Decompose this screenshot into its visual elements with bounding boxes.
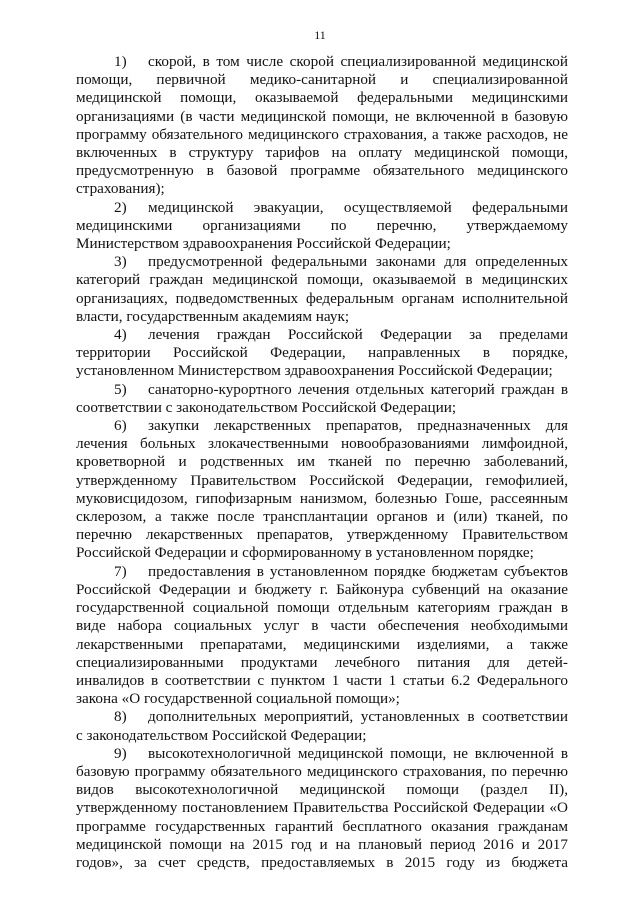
list-item-number: 8) xyxy=(114,708,127,726)
list-item-line: государственной социальной помощи отдельным категориям граждан в xyxy=(76,599,568,617)
list-item xyxy=(76,708,568,744)
list-item-line: видов высокотехнологичной медицинской помощи (раздел II), xyxy=(76,781,568,799)
list-item-line: склерозом, а также после трансплантации органов и (или) тканей, по xyxy=(76,508,568,526)
list-item-text: предусмотренной федеральными законами для определенных xyxy=(148,253,568,271)
list-item-first-line xyxy=(76,381,568,399)
list-item-line: базовую программу обязательного медицинского страхования, по перечню xyxy=(76,762,568,780)
list-item-line: Министерством здравоохранения Российской Федерации; xyxy=(76,235,451,253)
list-item-line: с законодательством Российской Федерации; xyxy=(76,726,367,744)
list-item-line: лекарственными препаратами, медицинскими изделиями, а также xyxy=(76,635,568,653)
list-item-first-line xyxy=(76,417,568,435)
list-item-line: категорий граждан медицинской помощи, оказываемой в медицинских xyxy=(76,271,568,289)
list-item-number: 4) xyxy=(114,326,127,344)
list-item-first-line xyxy=(76,199,568,217)
list-item-line: программе государственных гарантий бесплатного оказания гражданам xyxy=(76,817,568,835)
list-item-line: организациями (в части медицинской помощи, не включенной в базовую xyxy=(76,107,568,125)
page-number: 11 xyxy=(314,28,326,42)
list-item xyxy=(76,53,568,199)
list-item xyxy=(76,745,568,872)
document-body xyxy=(76,53,568,872)
list-item-text: скорой, в том числе скорой специализированной медицинской xyxy=(148,53,568,70)
list-item-line: муковисцидозом, гипофизарным нанизмом, болезнью Гоше, рассеянным xyxy=(76,489,568,507)
list-item-line: утвержденному постановлением Правительства Российской Федерации «О xyxy=(76,799,568,817)
list-item xyxy=(76,199,568,254)
list-item-line: помощи, первичной медико-санитарной и специализированной xyxy=(76,71,568,89)
list-item-line: кроветворной и родственных им тканей по перечню заболеваний, xyxy=(76,453,568,471)
list-item-line: специализированными продуктами лечебного питания для детей- xyxy=(76,653,568,671)
list-item-line: власти, государственным академиям наук; xyxy=(76,307,350,325)
list-item-line: годов», за счет средств, предоставляемых в 2015 году из бюджета xyxy=(76,853,568,871)
list-item xyxy=(76,381,568,417)
list-item-line: территории Российской Федерации, направленных в порядке, xyxy=(76,344,568,362)
list-item-line: Российской Федерации и сформированному в установленном порядке; xyxy=(76,544,534,562)
list-item xyxy=(76,253,568,326)
list-item-first-line xyxy=(76,745,568,763)
list-item-line: страхования); xyxy=(76,180,165,198)
list-item-number: 2) xyxy=(114,198,127,216)
list-item-text: закупки лекарственных препаратов, предназначенных для xyxy=(148,417,568,435)
list-item-line: лечения больных злокачественными новообразованиями лимфоидной, xyxy=(76,435,568,453)
list-item-text: медицинской эвакуации, осуществляемой федеральными xyxy=(148,198,568,216)
list-item-number: 6) xyxy=(114,417,127,435)
list-item-line: закона «О государственной социальной помощи»; xyxy=(76,690,400,708)
list-item-number: 3) xyxy=(114,253,127,271)
list-item-number: 5) xyxy=(114,380,127,398)
list-item-line: программу обязательного медицинского страхования, а также расходов, не xyxy=(76,125,568,143)
list-item-line: виде набора социальных услуг в части обеспечения необходимыми xyxy=(76,617,568,635)
list-item-text: предоставления в установленном порядке бюджетам субъектов xyxy=(148,562,568,580)
list-item-first-line xyxy=(76,326,568,344)
list-item-line: медицинскими организациями по перечню, утверждаемому xyxy=(76,216,568,234)
list-item-first-line xyxy=(76,253,568,271)
list-item-text: санаторно-курортного лечения отдельных категорий граждан в xyxy=(148,380,568,398)
list-item-number: 7) xyxy=(114,562,127,580)
list-item-first-line xyxy=(76,563,568,581)
list-item-line: перечню лекарственных препаратов, утвержденному Правительством xyxy=(76,526,568,544)
list-item xyxy=(76,326,568,381)
list-item xyxy=(76,563,568,709)
list-item-number: 9) xyxy=(114,744,127,762)
list-item-number: 1) xyxy=(114,53,127,70)
list-item-line: соответствии с законодательством Российской Федерации; xyxy=(76,398,457,416)
list-item-first-line xyxy=(76,53,568,71)
list-item-line: включенных в структуру тарифов на оплату медицинской помощи, xyxy=(76,144,568,162)
list-item-line: инвалидов в соответствии с пунктом 1 части 1 статьи 6.2 Федерального xyxy=(76,671,568,689)
list-item xyxy=(76,417,568,563)
list-item-text: высокотехнологичной медицинской помощи, не включенной в xyxy=(148,744,568,762)
list-item-line: установленном Министерством здравоохранения Российской Федерации; xyxy=(76,362,553,380)
list-item-line: медицинской помощи на 2015 год и на плановый период 2016 и 2017 xyxy=(76,835,568,853)
list-item-line: утвержденному Правительством Российской Федерации, гемофилией, xyxy=(76,471,568,489)
list-item-line: предусмотренную в базовой программе обязательного медицинского xyxy=(76,162,568,180)
list-item-text: дополнительных мероприятий, установленных в соответствии xyxy=(148,708,568,726)
list-item-line: медицинской помощи, оказываемой федеральными медицинскими xyxy=(76,89,568,107)
list-item-line: Российской Федерации и бюджету г. Байконура субвенций на оказание xyxy=(76,580,568,598)
list-item-line: организациях, подведомственных федеральным органам исполнительной xyxy=(76,289,568,307)
list-item-first-line xyxy=(76,708,568,726)
list-item-text: лечения граждан Российской Федерации за пределами xyxy=(148,326,568,344)
